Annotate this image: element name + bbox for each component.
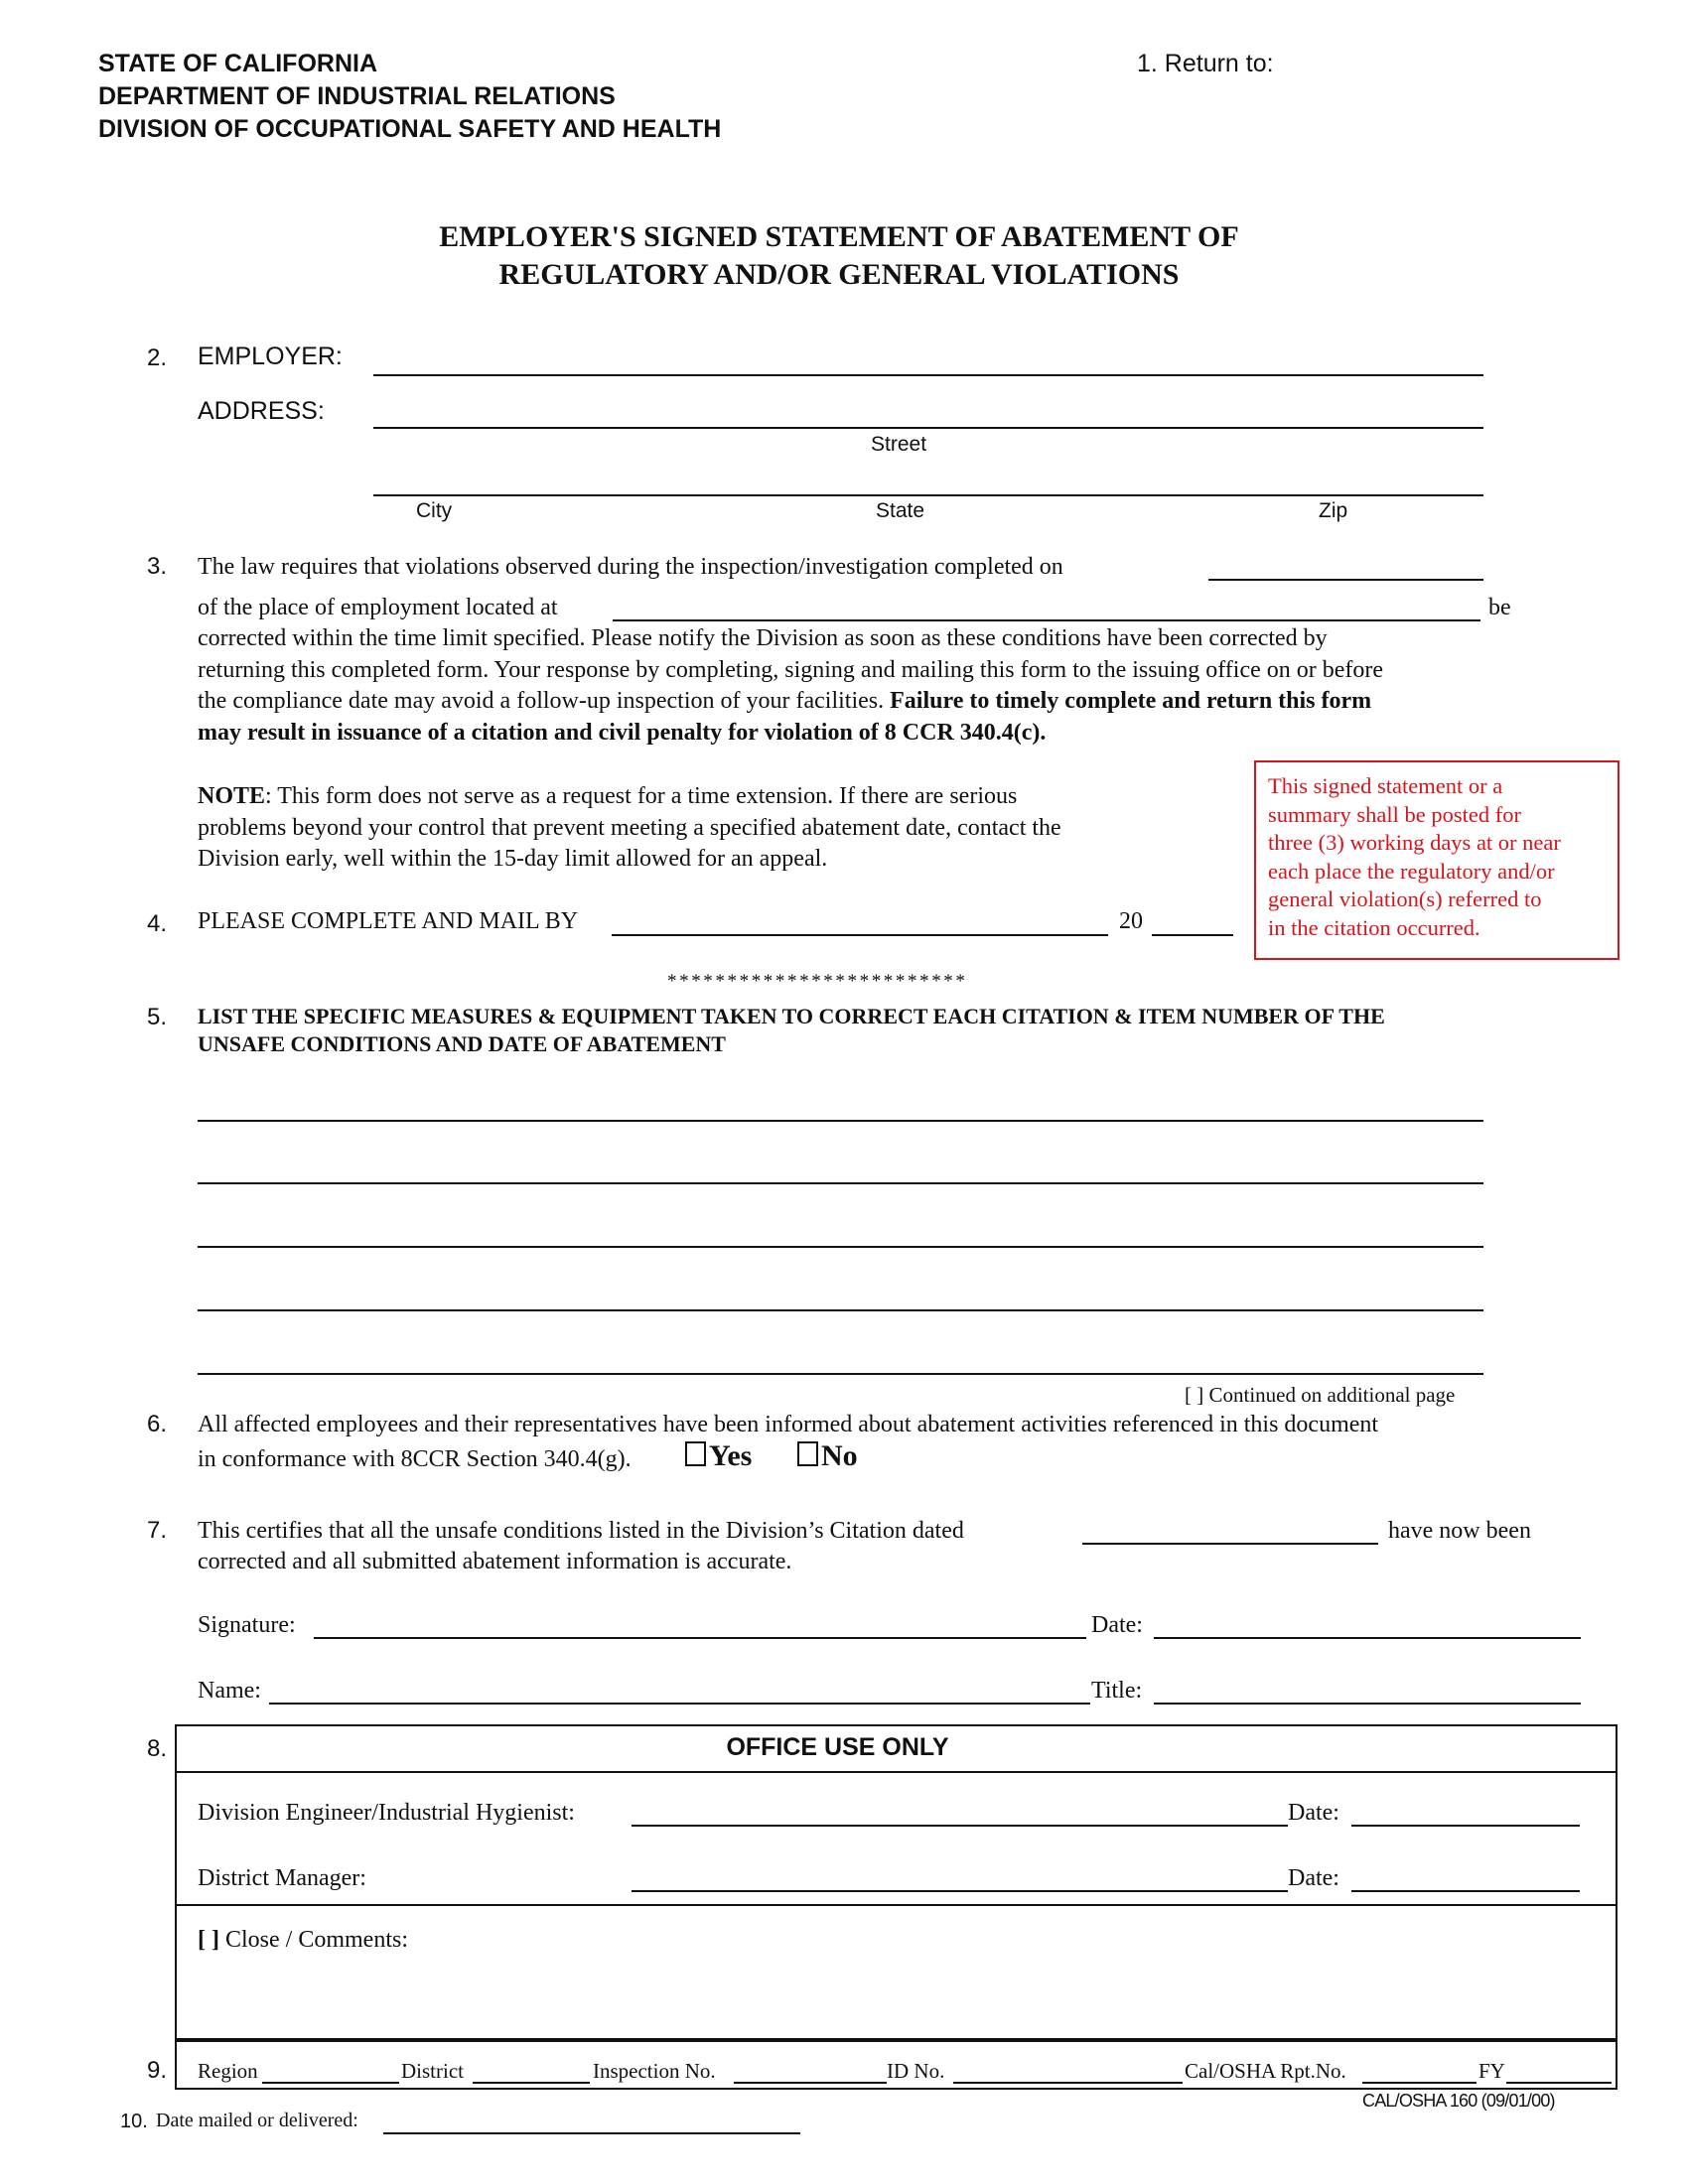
date-mailed-label: Date mailed or delivered: <box>156 2110 358 2131</box>
note-line1 <box>198 781 1230 813</box>
mail-by-year-field[interactable] <box>1152 934 1233 936</box>
signature-label: Signature: <box>198 1612 296 1638</box>
section-3-be: be <box>1488 595 1511 620</box>
inspection-completed-date-field[interactable] <box>1208 579 1483 581</box>
close-checkbox[interactable]: [ ] <box>198 1927 219 1953</box>
office-use-heading: OFFICE USE ONLY <box>726 1733 949 1761</box>
manager-field[interactable] <box>632 1890 1288 1892</box>
section-7-have-now-been: have now been <box>1388 1518 1531 1544</box>
report-number-label: Cal/OSHA Rpt.No. <box>1185 2059 1346 2083</box>
agency-department: DEPARTMENT OF INDUSTRIAL RELATIONS <box>98 82 616 110</box>
section-3-line4: returning this completed form. Your response by completing, signing and mailing this form to the issuing office on or before <box>198 656 1384 683</box>
section-3-number: 3. <box>147 553 168 580</box>
report-number-field[interactable] <box>1362 2082 1477 2084</box>
section-5-heading-line2: UNSAFE CONDITIONS AND DATE OF ABATEMENT <box>198 1031 726 1056</box>
id-number-label: ID No. <box>887 2059 945 2083</box>
agency-state: STATE OF CALIFORNIA <box>98 50 377 77</box>
place-of-employment-field[interactable] <box>613 619 1480 621</box>
engineer-field[interactable] <box>632 1825 1288 1827</box>
note-text-1: : This form does not serve as a request for a time extension. If there are serious <box>265 783 1018 809</box>
mail-by-label: PLEASE COMPLETE AND MAIL BY <box>198 908 579 934</box>
posting-notice-line5: general violation(s) referred to <box>1268 887 1542 911</box>
address-label: ADDRESS: <box>198 397 325 425</box>
region-field[interactable] <box>262 2082 399 2084</box>
separator-stars: ************************* <box>667 971 968 992</box>
name-field[interactable] <box>269 1703 1090 1705</box>
form-title <box>298 218 1380 294</box>
section-3-warning-2: may result in issuance of a citation and civil penalty for violation of 8 CCR 340.4(c). <box>198 719 1047 746</box>
section-5-number: 5. <box>147 1004 168 1030</box>
measures-line-5[interactable] <box>198 1373 1483 1375</box>
section-7-line2: corrected and all submitted abatement information is accurate. <box>198 1549 792 1574</box>
name-label: Name: <box>198 1678 261 1704</box>
section-7-line1: This certifies that all the unsafe conditions listed in the Division’s Citation dated <box>198 1518 964 1544</box>
continued-bracket: [ ] <box>1185 1383 1204 1407</box>
engineer-date-field[interactable] <box>1351 1825 1580 1827</box>
region-label: Region <box>198 2059 258 2083</box>
citation-date-field[interactable] <box>1082 1543 1378 1545</box>
posting-notice-line1: This signed statement or a <box>1268 773 1503 798</box>
section-3-warning-1: Failure to timely complete and return this form <box>890 688 1372 714</box>
measures-line-2[interactable] <box>198 1182 1483 1184</box>
city-caption: City <box>416 499 453 522</box>
posting-notice-line2: summary shall be posted for <box>1268 801 1521 827</box>
close-comments[interactable] <box>198 1925 408 1957</box>
note-line2: problems beyond your control that prevent meeting a specified abatement date, contact the <box>198 814 1061 841</box>
signature-date-field[interactable] <box>1154 1637 1581 1639</box>
no-checkbox[interactable] <box>797 1441 818 1466</box>
inspection-number-field[interactable] <box>734 2082 887 2084</box>
employer-field[interactable] <box>373 374 1483 376</box>
no-label: No <box>821 1439 858 1472</box>
continued-checkbox[interactable] <box>1185 1383 1455 1408</box>
signature-date-label: Date: <box>1091 1612 1143 1638</box>
mail-by-year-prefix: 20 <box>1119 908 1143 934</box>
posting-notice-line6: in the citation occurred. <box>1268 914 1480 940</box>
manager-date-label: Date: <box>1288 1865 1339 1891</box>
section-3-line5-text: the compliance date may avoid a follow-up inspection of your facilities. <box>198 688 885 714</box>
section-5-heading <box>198 1003 1385 1058</box>
date-mailed-field[interactable] <box>383 2132 800 2134</box>
form-title-line2: REGULATORY AND/OR GENERAL VIOLATIONS <box>498 258 1180 291</box>
measures-line-4[interactable] <box>198 1309 1483 1311</box>
inspection-number-label: Inspection No. <box>593 2059 716 2083</box>
note-line3: Division early, well within the 15-day limit allowed for an appeal. <box>198 846 828 872</box>
mail-by-date-field[interactable] <box>612 934 1108 936</box>
section-8-number: 8. <box>147 1735 168 1762</box>
form-title-line1: EMPLOYER'S SIGNED STATEMENT OF ABATEMENT OF <box>439 220 1239 253</box>
fiscal-year-label: FY <box>1478 2059 1505 2083</box>
street-caption: Street <box>871 433 927 456</box>
section-9-number: 9. <box>147 2057 168 2084</box>
signature-field[interactable] <box>314 1637 1086 1639</box>
note-paragraph <box>198 781 1230 876</box>
office-use-header-divider <box>175 1771 1616 1773</box>
yes-label: Yes <box>709 1439 753 1472</box>
fiscal-year-field[interactable] <box>1506 2082 1612 2084</box>
title-label: Title: <box>1091 1678 1143 1704</box>
section-6-line1: All affected employees and their representatives have been informed about abatement activities referenced in this document <box>198 1412 1379 1437</box>
measures-line-3[interactable] <box>198 1246 1483 1248</box>
manager-label: District Manager: <box>198 1865 366 1891</box>
agency-division: DIVISION OF OCCUPATIONAL SAFETY AND HEALTH <box>98 115 722 143</box>
state-caption: State <box>876 499 925 522</box>
posting-notice-box <box>1254 760 1619 960</box>
measures-line-1[interactable] <box>198 1120 1483 1122</box>
yes-checkbox[interactable] <box>685 1441 706 1466</box>
section-10-number: 10. <box>120 2111 148 2132</box>
title-field[interactable] <box>1154 1703 1581 1705</box>
agency-header <box>98 48 721 146</box>
section-7-number: 7. <box>147 1517 168 1544</box>
section-4-number: 4. <box>147 910 168 937</box>
section-6-line2: in conformance with 8CCR Section 340.4(g). <box>198 1446 632 1472</box>
section-3-line2: of the place of employment located at <box>198 595 558 620</box>
engineer-date-label: Date: <box>1288 1800 1339 1826</box>
engineer-label: Division Engineer/Industrial Hygienist: <box>198 1800 575 1826</box>
no-option[interactable] <box>797 1439 858 1473</box>
close-comments-label: Close / Comments: <box>224 1927 408 1953</box>
note-label: NOTE <box>198 783 266 809</box>
district-label: District <box>401 2059 464 2083</box>
district-field[interactable] <box>473 2082 590 2084</box>
return-to-label: 1. Return to: <box>1137 50 1274 77</box>
id-number-field[interactable] <box>953 2082 1183 2084</box>
yes-option[interactable] <box>685 1439 752 1473</box>
office-use-comments-divider <box>175 1904 1616 1906</box>
street-field[interactable] <box>373 427 1483 429</box>
section-5-heading-line1: LIST THE SPECIFIC MEASURES & EQUIPMENT TAKEN TO CORRECT EACH CITATION & ITEM NUMBER OF THE <box>198 1004 1385 1028</box>
section-3-line5 <box>198 686 1588 718</box>
posting-notice-line4: each place the regulatory and/or <box>1268 858 1555 884</box>
section-3-line1: The law requires that violations observed during the inspection/investigation completed on <box>198 554 1063 580</box>
posting-notice-text <box>1268 772 1561 942</box>
section-6-number: 6. <box>147 1411 168 1437</box>
manager-date-field[interactable] <box>1351 1890 1580 1892</box>
section-3-paragraph <box>198 623 1588 749</box>
employer-label: EMPLOYER: <box>198 342 343 370</box>
city-state-zip-field[interactable] <box>373 494 1483 496</box>
form-code: CAL/OSHA 160 (09/01/00) <box>1362 2091 1555 2111</box>
section-3-line3: corrected within the time limit specified. Please notify the Division as soon as these conditions have been corrected by <box>198 625 1328 651</box>
continued-label: Continued on additional page <box>1208 1383 1456 1407</box>
section-2-number: 2. <box>147 344 168 371</box>
zip-caption: Zip <box>1319 499 1348 522</box>
posting-notice-line3: three (3) working days at or near <box>1268 830 1561 855</box>
